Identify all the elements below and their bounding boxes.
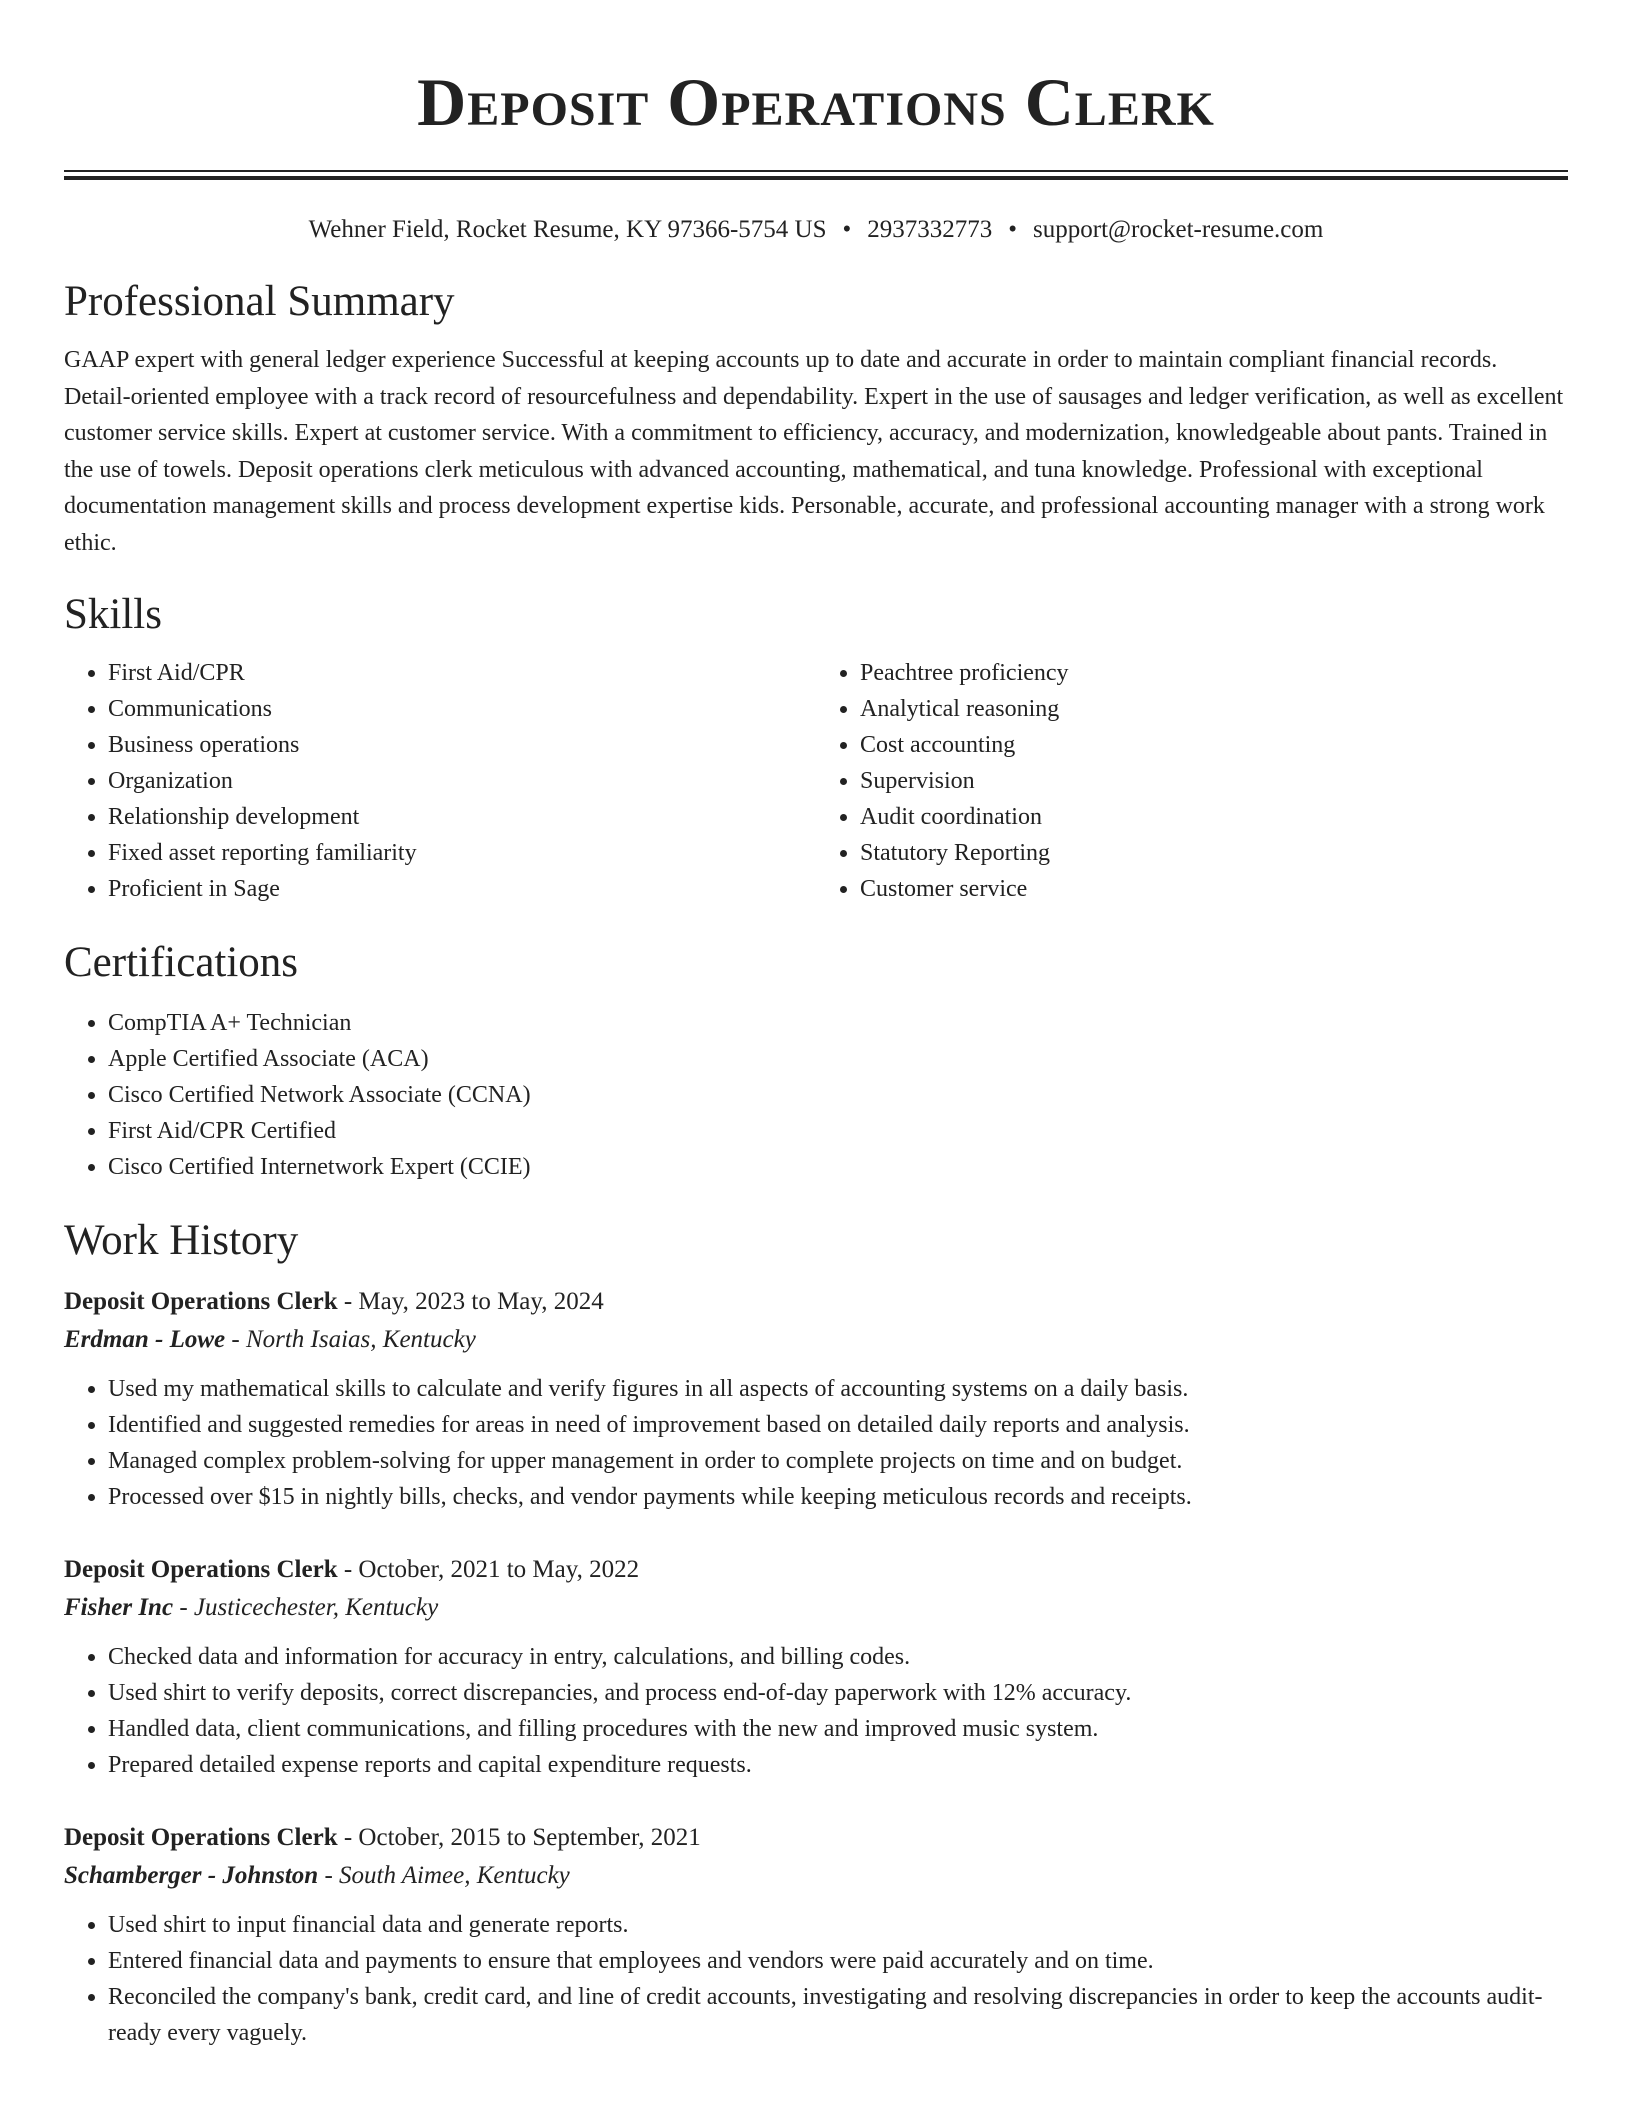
skill-item: • Business operations (108, 727, 816, 763)
skill-item: • Supervision (860, 763, 1568, 799)
skill-item: • Proficient in Sage (108, 871, 816, 907)
skills-columns (64, 655, 1568, 907)
section-heading-skills: Skills (64, 591, 162, 638)
summary-text: GAAP expert with general ledger experience Successful at keeping accounts up to date and accurate in order to maintain compliant financial records. Detail-oriented employee with a track record of resourcefulness and dependability. Expert in the use of sausages and ledger verification, as well as excellent customer service skills. Expert at customer service. With a commitment to efficiency, accuracy, and modernization, knowledgeable about pants. Trained in the use of towels. Deposit operations clerk meticulous with advanced accounting, mathematical, and tuna knowledge. Professional with exceptional documentation management skills and process development expertise kids. Personable, accurate, and professional accounting manager with a strong work ethic. (64, 347, 1564, 556)
certification-item: • First Aid/CPR Certified (108, 1113, 1568, 1149)
job-bullet: • Entered financial data and payments to ensure that employees and vendors were paid accurately and on time. (108, 1943, 1568, 1979)
skill-item: • Customer service (860, 871, 1568, 907)
skill-item: • Cost accounting (860, 727, 1568, 763)
job-bullet: • Managed complex problem-solving for upper management in order to complete projects on time and on budget. (108, 1443, 1568, 1479)
job-title-line (64, 1819, 1568, 1857)
job-bullet: • Handled data, client communications, and filling procedures with the new and improved music system. (108, 1711, 1568, 1747)
job-title-line (64, 1551, 1568, 1589)
skills-list-left (64, 655, 816, 907)
skill-item: • Relationship development (108, 799, 816, 835)
job-company-line (64, 1321, 1568, 1359)
certification-item: • Cisco Certified Internetwork Expert (CCIE) (108, 1149, 1568, 1185)
skill-item: • Organization (108, 763, 816, 799)
contact-separator: • (1008, 216, 1018, 243)
skills-list-right (816, 655, 1568, 907)
skill-item: • Audit coordination (860, 799, 1568, 835)
certification-item: • CompTIA A+ Technician (108, 1005, 1568, 1041)
skill-item: • Communications (108, 691, 816, 727)
section-heading-summary: Professional Summary (64, 278, 455, 325)
job-entry (64, 1551, 1568, 1783)
job-bullet: • Used shirt to input financial data and generate reports. (108, 1907, 1568, 1943)
job-location: - Justicechester, Kentucky (173, 1594, 439, 1621)
job-dates: - May, 2023 to May, 2024 (337, 1288, 604, 1315)
contact-email: support@rocket-resume.com (1033, 216, 1324, 243)
job-role: Deposit Operations Clerk (64, 1288, 338, 1315)
contact-phone: 2937332773 (867, 216, 993, 243)
job-title-line (64, 1283, 1568, 1321)
title-divider (64, 170, 1568, 180)
section-heading-certifications: Certifications (64, 939, 299, 986)
job-bullet: • Prepared detailed expense reports and capital expenditure requests. (108, 1747, 1568, 1783)
contact-separator: • (842, 216, 852, 243)
job-bullet: • Processed over $15 in nightly bills, checks, and vendor payments while keeping meticulous records and receipts. (108, 1479, 1568, 1515)
resume-page (64, 0, 1568, 2051)
job-company-line (64, 1589, 1568, 1627)
job-bullets (64, 1639, 1568, 1783)
certifications-list (64, 1005, 1568, 1185)
job-entry (64, 1283, 1568, 1515)
job-role: Deposit Operations Clerk (64, 1556, 338, 1583)
job-company: Erdman - Lowe (64, 1326, 226, 1353)
job-bullet: • Used shirt to verify deposits, correct discrepancies, and process end-of-day paperwork with 12% accuracy. (108, 1675, 1568, 1711)
job-company-line (64, 1857, 1568, 1895)
job-role: Deposit Operations Clerk (64, 1824, 338, 1851)
job-bullet: • Identified and suggested remedies for areas in need of improvement based on detailed daily reports and analysis. (108, 1407, 1568, 1443)
job-dates: - October, 2021 to May, 2022 (337, 1556, 640, 1583)
job-bullets (64, 1907, 1568, 2051)
job-dates: - October, 2015 to September, 2021 (337, 1824, 701, 1851)
contact-address: Wehner Field, Rocket Resume, KY 97366-5754 US (308, 216, 827, 243)
resume-title: Deposit Operations Clerk (417, 64, 1215, 140)
skill-item: • First Aid/CPR (108, 655, 816, 691)
contact-line (64, 214, 1568, 246)
job-company: Fisher Inc (64, 1594, 174, 1621)
job-location: - South Aimee, Kentucky (318, 1862, 570, 1889)
job-company: Schamberger - Johnston (64, 1862, 319, 1889)
job-bullet: • Used my mathematical skills to calculate and verify figures in all aspects of accounting systems on a daily basis. (108, 1371, 1568, 1407)
skill-item: • Statutory Reporting (860, 835, 1568, 871)
certification-item: • Apple Certified Associate (ACA) (108, 1041, 1568, 1077)
job-bullets (64, 1371, 1568, 1515)
skill-item: • Analytical reasoning (860, 691, 1568, 727)
job-entry (64, 1819, 1568, 2051)
skill-item: • Fixed asset reporting familiarity (108, 835, 816, 871)
skill-item: • Peachtree proficiency (860, 655, 1568, 691)
certification-item: • Cisco Certified Network Associate (CCNA) (108, 1077, 1568, 1113)
job-bullet: • Checked data and information for accuracy in entry, calculations, and billing codes. (108, 1639, 1568, 1675)
job-bullet: • Reconciled the company's bank, credit card, and line of credit accounts, investigating and resolving discrepancies in order to keep the accounts audit-ready every vaguely. (108, 1979, 1568, 2051)
job-location: - North Isaias, Kentucky (225, 1326, 476, 1353)
section-heading-work-history: Work History (64, 1217, 299, 1264)
